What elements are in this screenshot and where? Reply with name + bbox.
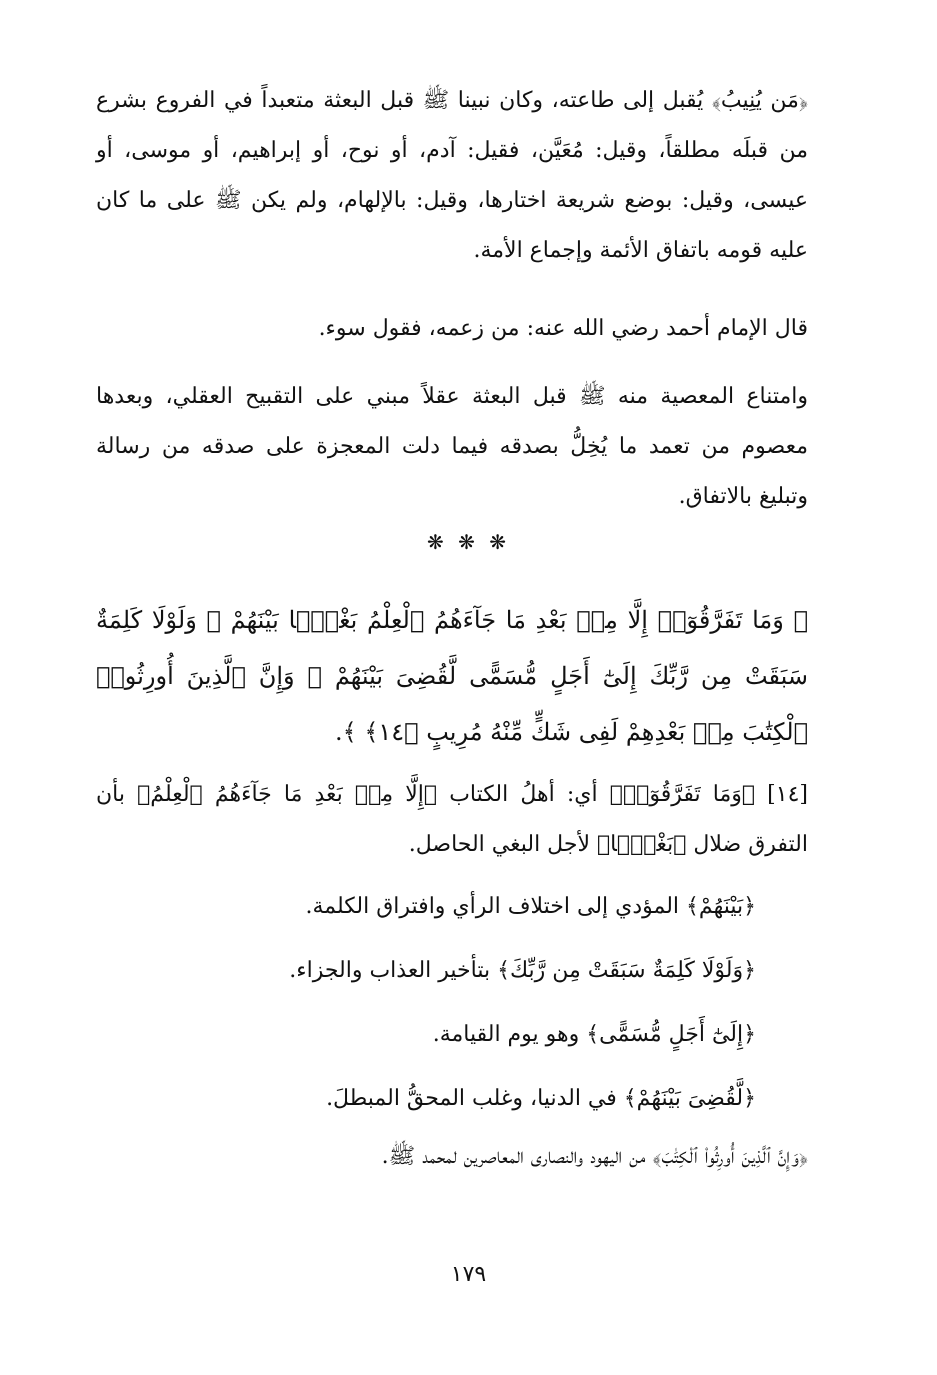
- paragraph-prophet-before-mission: ﴿مَن يُنِيبُ﴾ يُقبل إلى طاعته، وكان نبينا ﷺ قبل البعثة متعبداً في الفروع بشرع من قبلَه مطلقاً، وقيل: مُعَيَّن، فقيل: آدم، أو نوح، أو إبراهيم، أو موسى، أو عيسى، وقيل: بوضع شريعة اختارها، وقيل: بالإلهام، ولم يكن ﷺ على ما كان عليه قومه باتفاق الأئمة وإجماع الأمة.: [96, 88, 808, 263]
- commentary-line-baynahum: ﴿بَيْنَهُمْ﴾ المؤدي إلى اختلاف الرأي وافتراق الكلمة.: [305, 894, 756, 919]
- commentary-line-qudiya: ﴿لَّقُضِىَ بَيْنَهُمْ﴾ في الدنيا، وغلب المحقُّ المبطلَ.: [326, 1086, 756, 1111]
- paragraph-verse-commentary: [١٤] ﴿وَمَا تَفَرَّقُوٓا۟﴾ أي: أهلُ الكتاب ﴿إِلَّا مِنۢ بَعْدِ مَا جَآءَهُمُ ٱلْعِلْمُ﴾ بأن التفرق ضلال ﴿بَغْيًۢا﴾ لأجل البغي الحاصل.: [96, 782, 808, 857]
- paragraph-people-of-book: ﴿وَإِنَّ ٱلَّذِينَ أُورِثُوا۟ ٱلْكِتَٰبَ﴾ من اليهود والنصارى المعاصرين لمحمد ﷺ.: [381, 1144, 808, 1169]
- section-separator: ❋ ❋ ❋: [427, 530, 510, 554]
- paragraph-imam-ahmad-quote: قال الإمام أحمد رضي الله عنه: من زعمه، فقول سوء.: [318, 316, 808, 341]
- quran-verse-14: ﴿ وَمَا تَفَرَّقُوٓا۟ إِلَّا مِنۢ بَعْدِ مَا جَآءَهُمُ ٱلْعِلْمُ بَغْيًۢا بَيْنَهُمْ ۚ وَلَوْلَا كَلِمَةٌ سَبَقَتْ مِن رَّبِّكَ إِلَىٰٓ أَجَلٍ مُّسَمًّى لَّقُضِىَ بَيْنَهُمْ ۚ وَإِنَّ ٱلَّذِينَ أُورِثُوا۟ ٱلْكِتَٰبَ مِنۢ بَعْدِهِمْ لَفِى شَكٍّ مِّنْهُ مُرِيبٍ ﴿١٤﴾ ﴾.: [96, 606, 808, 746]
- commentary-line-ajal: ﴿إِلَىٰٓ أَجَلٍ مُّسَمًّى﴾ وهو يوم القيامة.: [432, 1022, 756, 1047]
- commentary-line-kalima: ﴿وَلَوْلَا كَلِمَةٌ سَبَقَتْ مِن رَّبِّكَ﴾ بتأخير العذاب والجزاء.: [289, 958, 756, 983]
- paragraph-infallibility: وامتناع المعصية منه ﷺ قبل البعثة عقلاً مبني على التقبيح العقلي، وبعدها معصوم من تعمد ما يُخِلُّ بصدقه فيما دلت المعجزة على صدقه من رسالة وتبليغ بالاتفاق.: [96, 384, 808, 509]
- page-number: ١٧٩: [450, 1262, 487, 1287]
